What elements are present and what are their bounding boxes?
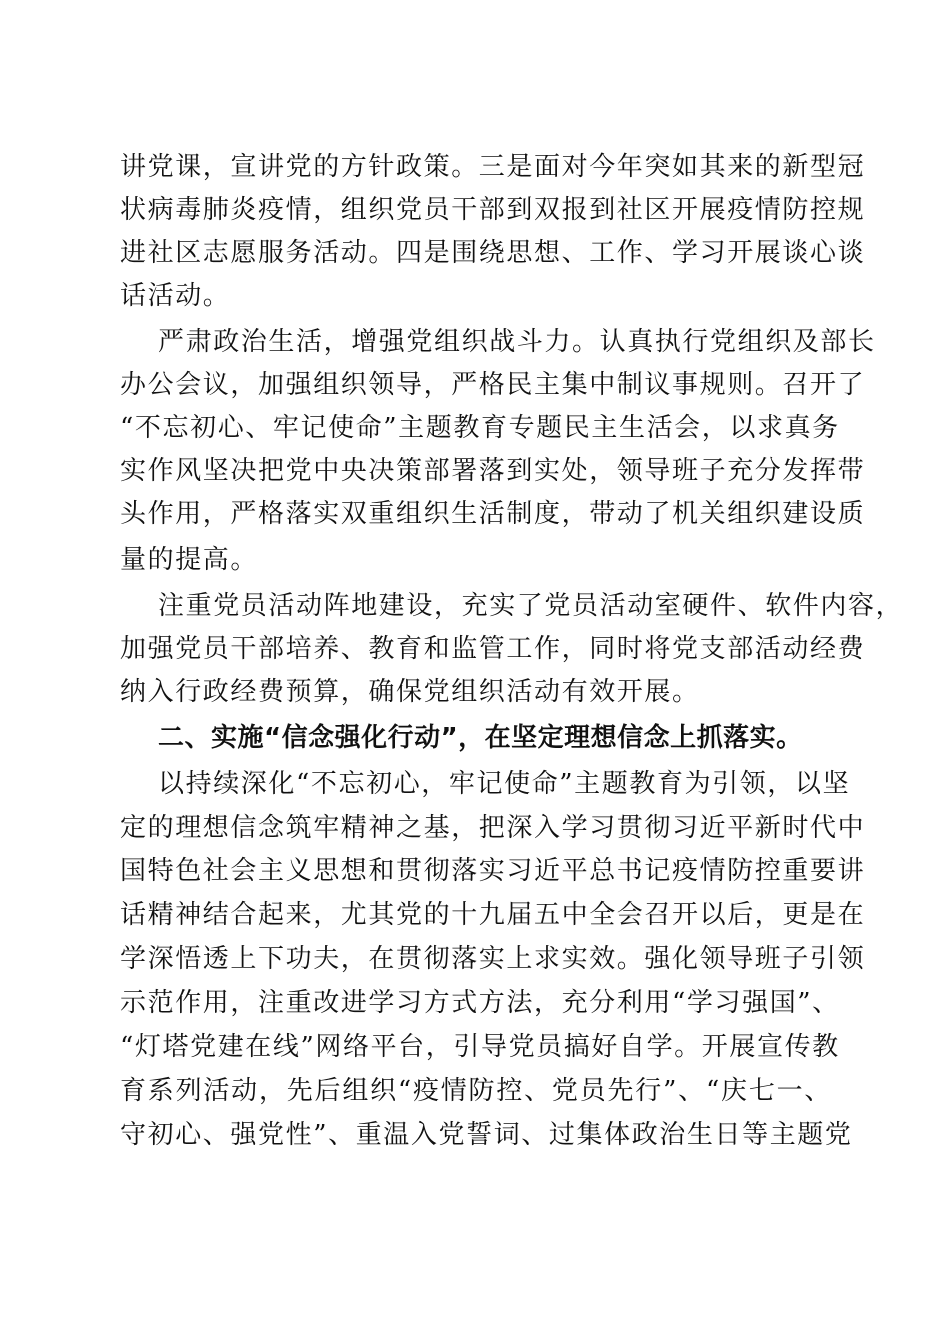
text-line: 守初心、强党性”、重温入党誓词、过集体政治生日等主题党	[120, 1120, 853, 1150]
text-line: 示范作用，注重改进学习方式方法，充分利用“学习强国”、	[120, 988, 840, 1018]
text-line: 话精神结合起来，尤其党的十九届五中全会召开以后，更是在	[120, 900, 866, 930]
text-line: 加强党员干部培养、教育和监管工作，同时将党支部活动经费	[120, 634, 866, 664]
text-line: “灯塔党建在线”网络平台，引导党员搞好自学。开展宣传教	[120, 1032, 840, 1062]
text-line: 量的提高。	[120, 545, 259, 575]
text-line: 进社区志愿服务活动。四是围绕思想、工作、学习开展谈心谈	[120, 238, 866, 268]
text-line: 注重党员活动阵地建设，充实了党员活动室硬件、软件内容，	[158, 591, 904, 621]
text-line: 话活动。	[120, 281, 231, 311]
text-line: 育系列活动，先后组织“疫情防控、党员先行”、“庆七一、	[120, 1076, 832, 1106]
text-line: 实作风坚决把党中央决策部署落到实处，领导班子充分发挥带	[120, 456, 866, 486]
text-line: 定的理想信念筑牢精神之基，把深入学习贯彻习近平新时代中	[120, 813, 866, 843]
text-line: 严肃政治生活，增强党组织战斗力。认真执行党组织及部长	[158, 327, 876, 357]
text-line: 学深悟透上下功夫，在贯彻落实上求实效。强化领导班子引领	[120, 944, 866, 974]
text-line: 讲党课，宣讲党的方针政策。三是面对今年突如其来的新型冠	[120, 152, 866, 182]
text-line: 办公会议，加强组织领导，严格民主集中制议事规则。召开了	[120, 370, 866, 400]
text-line: 纳入行政经费预算，确保党组织活动有效开展。	[120, 677, 700, 707]
text-line: 以持续深化“不忘初心，牢记使命”主题教育为引领，以坚	[158, 769, 851, 799]
text-line: 状病毒肺炎疫情，组织党员干部到双报到社区开展疫情防控规	[120, 195, 866, 225]
text-line: 头作用，严格落实双重组织生活制度，带动了机关组织建设质	[120, 499, 866, 529]
section-heading: 二、实施“信念强化行动”，在坚定理想信念上抓落实。	[158, 723, 803, 753]
text-line: 国特色社会主义思想和贯彻落实习近平总书记疫情防控重要讲	[120, 856, 866, 886]
text-line: “不忘初心、牢记使命”主题教育专题民主生活会，以求真务	[120, 413, 840, 443]
